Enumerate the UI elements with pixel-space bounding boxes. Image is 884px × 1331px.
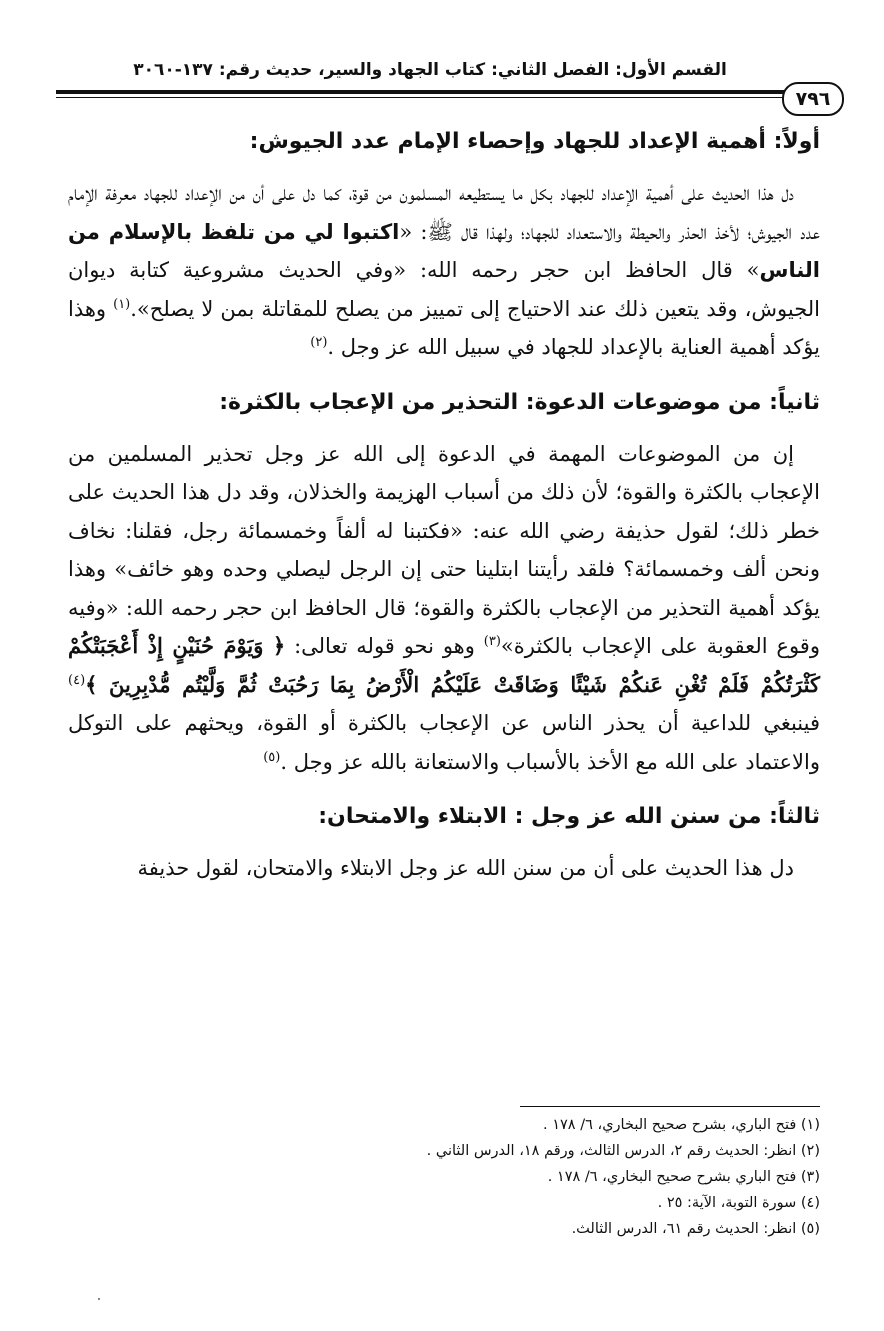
footnote-separator bbox=[520, 1106, 820, 1107]
quran-verse: ﴿ وَيَوْمَ حُنَيْنٍ إِذْ أَعْجَبَتْكُمْ كَثْرَتُكُمْ فَلَمْ تُغْنِ عَنكُمْ شَيْئًا وَضَاقَتْ عَلَيْكُمُ الْأَرْضُ بِمَا رَحُبَتْ ثُمَّ وَلَّيْتُم مُّدْبِرِينَ ﴾ bbox=[68, 633, 820, 697]
footnote-ref-2[interactable]: (٢) bbox=[310, 335, 328, 350]
paragraph-2-text-c: فينبغي للداعية أن يحذر الناس عن الإعجاب بالكثرة أو القوة، ويحثهم على التوكل والاعتماد على الله مع الأخذ بالأسباب والاستعانة بالله عز وجل . bbox=[68, 711, 820, 774]
paragraph-1-text-a: دل هذا الحديث على أهمية الإعداد للجهاد بكل ما يستطيعه المسلمون من قوة، كما دل على أن من الإعداد للجهاد معرفة الإمام عدد الجيوش؛ لأخذ الحذر والحيطة والاستعداد للجهاد؛ ولهذا قال ﷺ: « bbox=[68, 181, 820, 244]
header-rule-thick bbox=[56, 90, 784, 94]
paragraph-2-text-b: وهو نحو قوله تعالى: bbox=[294, 634, 475, 658]
footnote-ref-5[interactable]: (٥) bbox=[263, 749, 281, 765]
footnote-ref-1[interactable]: (١) bbox=[113, 296, 131, 312]
footnote-5: (٥) انظر: الحديث رقم ٦١، الدرس الثالث. bbox=[571, 1221, 820, 1237]
paragraph-2-text-a: إن من الموضوعات المهمة في الدعوة إلى الله عز وجل تحذير المسلمين من الإعجاب بالكثرة والقوة؛ لأن ذلك من أسباب الهزيمة والخذلان، وقد دل هذا الحديث على خطر ذلك؛ لقول حذيفة رضي الله عنه: «فكتبنا له ألفاً وخمسمائة رجل، فقلنا: نخاف ونحن ألف وخمسمائة؟ فلقد رأيتنا ابتلينا حتى إن الرجل ليصلي وحده وهو خائف» وهذا يؤكد أهمية التحذير من الإعجاب بالكثرة والقوة؛ قال الحافظ ابن حجر رحمه الله: «وفيه وقوع العقوبة على الإعجاب بالكثرة» bbox=[68, 441, 820, 658]
paragraph-1-text-c: وهذا يؤكد أهمية العناية بالإعداد للجهاد في سبيل الله عز وجل . bbox=[68, 296, 820, 359]
section-heading-2: ثانياً: من موضوعات الدعوة: التحذير من الإعجاب بالكثرة: bbox=[219, 389, 820, 415]
footnote-ref-3[interactable]: (٣) bbox=[483, 634, 501, 649]
footnote-3: (٣) فتح الباري بشرح صحيح البخاري، ٦/ ١٧٨ . bbox=[547, 1169, 820, 1185]
section-heading-3: ثالثاً: من سنن الله عز وجل : الابتلاء والامتحان: bbox=[318, 804, 820, 829]
header-rule-thin bbox=[56, 97, 784, 98]
page-content bbox=[68, 122, 820, 904]
running-title: القسم الأول: الفصل الثاني: كتاب الجهاد والسير، حديث رقم: ١٣٧-٣٠٦٠ bbox=[133, 60, 727, 80]
paragraph-1-text-b: » قال الحافظ ابن حجر رحمه الله: «وفي الحديث مشروعية كتابة ديوان الجيوش، وقد يتعين ذلك عند الاحتياج إلى تمييز من يصلح للمقاتلة بمن لا يصلح». bbox=[68, 258, 820, 321]
paragraph-1 bbox=[68, 174, 820, 367]
footnote-ref-4[interactable]: (٤) bbox=[68, 672, 86, 688]
hadith-quote: اكتبوا لي من تلفظ بالإسلام من الناس bbox=[68, 219, 820, 282]
page-number: ٧٩٦ bbox=[782, 82, 844, 116]
footnotes bbox=[120, 1112, 820, 1242]
footnote-1: (١) فتح الباري، بشرح صحيح البخاري، ٦/ ١٧٨ . bbox=[543, 1117, 820, 1133]
scan-speck bbox=[98, 1298, 100, 1300]
paragraph-2 bbox=[68, 435, 820, 782]
section-heading-1: أولاً: أهمية الإعداد للجهاد وإحصاء الإمام عدد الجيوش: bbox=[249, 129, 820, 154]
paragraph-3: دل هذا الحديث على أن من سنن الله عز وجل الابتلاء والامتحان، لقول حذيفة bbox=[137, 856, 794, 880]
footnote-2: (٢) انظر: الحديث رقم ٢، الدرس الثالث، ورقم ١٨، الدرس الثاني . bbox=[426, 1143, 820, 1159]
footnote-4: (٤) سورة التوبة، الآية: ٢٥ . bbox=[657, 1195, 820, 1211]
header-rule bbox=[56, 90, 784, 104]
